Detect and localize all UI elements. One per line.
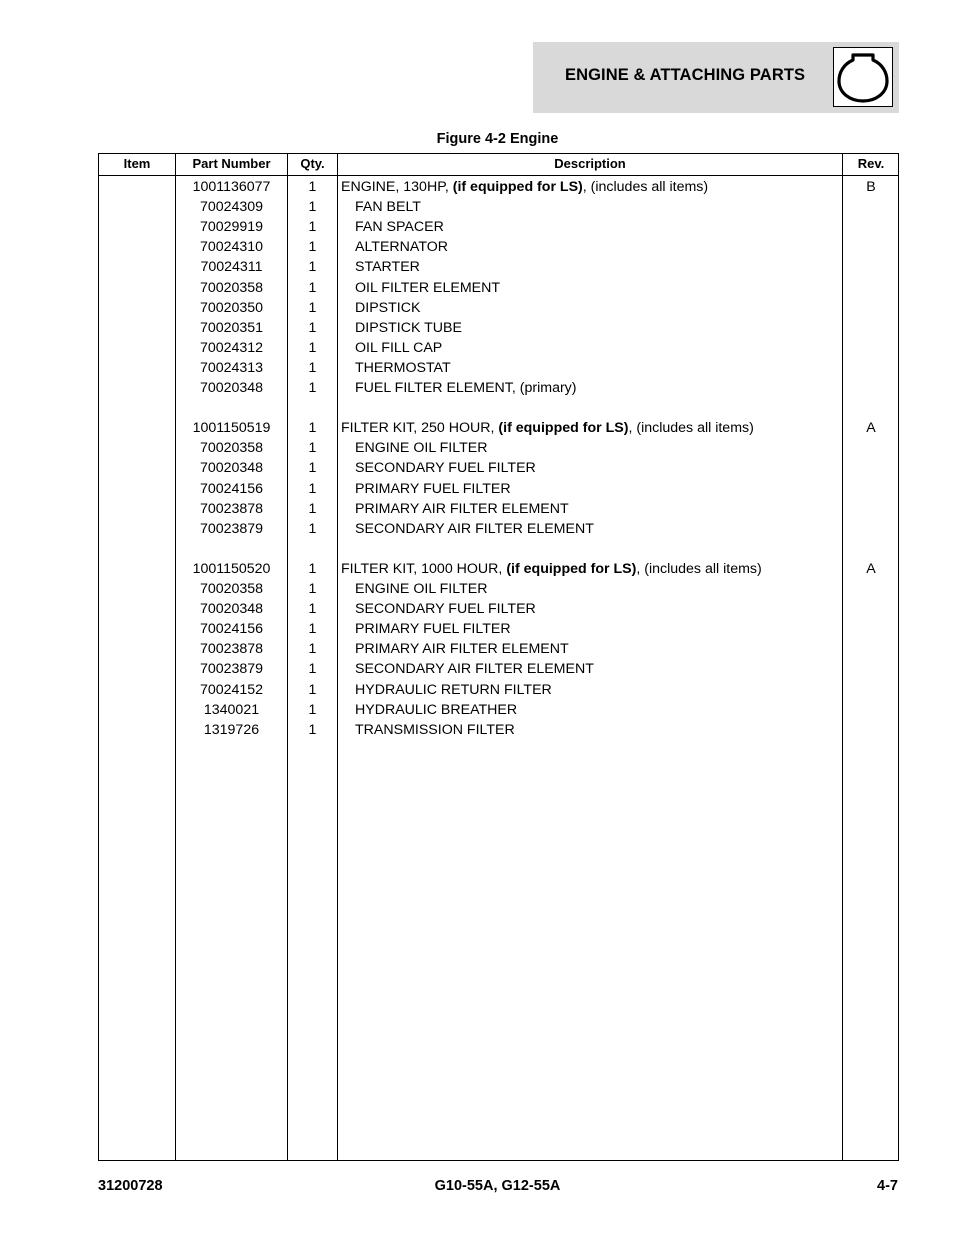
table-row <box>99 337 898 357</box>
description-cell <box>341 561 762 577</box>
description-cell <box>355 621 511 637</box>
description-text: SECONDARY FUEL FILTER <box>355 460 536 477</box>
description-text: SECONDARY AIR FILTER ELEMENT <box>355 520 594 537</box>
description-text: FAN SPACER <box>355 219 444 236</box>
part-number-cell: 70024152 <box>199 681 264 698</box>
description-text: FILTER KIT, 1000 HOUR, <box>341 560 507 577</box>
description-cell <box>355 521 594 537</box>
description-cell <box>355 641 569 657</box>
description-cell <box>355 219 444 235</box>
description-cell <box>341 420 754 436</box>
qty-cell: 1 <box>308 339 317 356</box>
description-text: FILTER KIT, 250 HOUR, <box>341 420 499 437</box>
part-number-cell: 1001150520 <box>192 560 271 577</box>
description-text: THERMOSTAT <box>355 359 451 376</box>
rev-cell: A <box>866 560 876 577</box>
qty-cell: 1 <box>308 681 317 698</box>
qty-cell: 1 <box>308 581 317 597</box>
part-number-cell: 1001150519 <box>192 420 271 437</box>
part-number-cell: 70029919 <box>199 219 264 236</box>
description-text: PRIMARY FUEL FILTER <box>355 621 511 638</box>
description-text: SECONDARY AIR FILTER ELEMENT <box>355 661 594 678</box>
table-row <box>99 558 898 578</box>
part-number-cell: 70024309 <box>199 199 264 216</box>
table-row <box>99 638 898 658</box>
section-header <box>533 42 899 113</box>
qty-cell: 1 <box>308 701 317 718</box>
qty-cell: 1 <box>308 500 317 517</box>
qty-cell: 1 <box>308 259 317 276</box>
table-row <box>99 196 898 216</box>
column-header-part-number: Part Number <box>192 156 271 171</box>
description-cell <box>355 501 569 517</box>
part-number-cell: 70023878 <box>199 500 264 517</box>
part-number-cell: 70024311 <box>200 259 263 276</box>
table-row <box>99 297 898 317</box>
table-row <box>99 598 898 618</box>
qty-cell: 1 <box>308 641 317 658</box>
description-text: ENGINE OIL FILTER <box>355 581 488 597</box>
description-cell <box>355 702 517 718</box>
description-suffix: , (includes all items) <box>582 179 709 195</box>
rev-cell: A <box>866 420 876 437</box>
description-cell <box>355 601 536 617</box>
table-row <box>99 317 898 337</box>
figure-title: Figure 4-2 Engine <box>436 131 559 147</box>
part-number-cell: 70020351 <box>199 319 264 336</box>
description-cell <box>355 280 500 296</box>
footer-doc-number: 31200728 <box>98 1178 163 1194</box>
description-text: TRANSMISSION FILTER <box>355 721 515 738</box>
part-number-cell: 70024310 <box>199 239 264 256</box>
column-header-qty: Qty. <box>300 156 325 171</box>
section-title: ENGINE & ATTACHING PARTS <box>565 66 806 84</box>
qty-cell: 1 <box>308 460 317 477</box>
table-row <box>99 498 898 518</box>
table-row <box>99 417 898 437</box>
description-text: FAN BELT <box>355 199 421 216</box>
part-number-cell: 70020348 <box>199 460 264 477</box>
parts-table <box>98 153 899 1161</box>
column-header-item: Item <box>123 156 151 171</box>
table-row <box>99 719 898 739</box>
part-number-cell: 1340021 <box>203 701 260 718</box>
description-text: DIPSTICK TUBE <box>355 319 462 336</box>
description-text: PRIMARY FUEL FILTER <box>355 480 511 497</box>
qty-cell: 1 <box>308 359 317 376</box>
description-cell <box>355 682 552 698</box>
qty-cell: 1 <box>308 520 317 537</box>
qty-cell: 1 <box>308 380 317 396</box>
table-row <box>99 256 898 276</box>
table-row <box>99 216 898 236</box>
description-text: OIL FILTER ELEMENT <box>355 279 501 296</box>
description-cell <box>355 440 487 456</box>
qty-cell: 1 <box>308 560 317 577</box>
engine-icon <box>833 47 893 107</box>
part-number-cell: 70024312 <box>199 339 264 356</box>
part-number-cell: 70020348 <box>199 380 264 396</box>
part-number-cell: 70020358 <box>199 279 264 296</box>
description-text: ALTERNATOR <box>355 239 449 256</box>
description-cell <box>355 481 511 497</box>
table-row <box>99 538 898 558</box>
table-row <box>99 457 898 477</box>
part-number-cell: 70023879 <box>199 520 264 537</box>
part-number-cell: 70024313 <box>199 359 264 376</box>
description-text: PRIMARY AIR FILTER ELEMENT <box>355 500 569 517</box>
description-cell <box>355 300 420 316</box>
part-number-cell: 1319726 <box>203 721 260 738</box>
description-cell <box>341 179 708 195</box>
qty-cell: 1 <box>308 440 317 457</box>
table-row <box>99 679 898 699</box>
qty-cell: 1 <box>308 420 317 437</box>
description-cell <box>355 239 448 255</box>
description-cell <box>355 340 442 356</box>
description-text: ENGINE, 130HP, <box>341 179 453 195</box>
table-row <box>99 658 898 678</box>
part-number-cell: 70024156 <box>199 480 264 497</box>
qty-cell: 1 <box>308 601 317 618</box>
table-row <box>99 357 898 377</box>
table-row <box>99 578 898 598</box>
table-row <box>99 236 898 256</box>
qty-cell: 1 <box>308 179 317 195</box>
table-row <box>99 478 898 498</box>
qty-cell: 1 <box>308 299 317 316</box>
description-cell <box>355 259 420 275</box>
qty-cell: 1 <box>308 279 317 296</box>
description-emphasis: (if equipped for LS) <box>506 560 637 577</box>
table-row <box>99 176 898 196</box>
qty-cell: 1 <box>308 219 317 236</box>
description-suffix: , (includes all items) <box>628 420 754 437</box>
description-text: SECONDARY FUEL FILTER <box>355 601 536 618</box>
part-number-cell: 70020358 <box>199 440 264 457</box>
qty-cell: 1 <box>308 199 317 216</box>
description-text: DIPSTICK <box>355 299 421 316</box>
table-row <box>99 518 898 538</box>
description-text: PRIMARY AIR FILTER ELEMENT <box>355 641 569 658</box>
description-cell <box>355 380 577 396</box>
table-row <box>99 699 898 719</box>
qty-cell: 1 <box>308 239 317 256</box>
qty-cell: 1 <box>308 721 317 738</box>
table-row <box>99 377 898 397</box>
column-header-rev: Rev. <box>857 156 885 171</box>
table-row <box>99 277 898 297</box>
description-text: OIL FILL CAP <box>355 339 443 356</box>
description-cell <box>355 581 487 597</box>
qty-cell: 1 <box>308 661 317 678</box>
description-text: HYDRAULIC RETURN FILTER <box>355 681 552 698</box>
description-cell <box>355 722 515 738</box>
description-emphasis: (if equipped for LS) <box>498 420 629 437</box>
part-number-cell: 70020348 <box>199 601 264 618</box>
qty-cell: 1 <box>308 480 317 497</box>
description-emphasis: (if equipped for LS) <box>452 179 583 195</box>
description-cell <box>355 199 421 215</box>
description-cell <box>355 320 462 336</box>
description-suffix: , (includes all items) <box>636 560 762 577</box>
description-cell <box>355 460 536 476</box>
part-number-cell: 70023878 <box>199 641 264 658</box>
part-number-cell: 1001136077 <box>192 179 271 195</box>
footer-models: G10-55A, G12-55A <box>434 1178 561 1194</box>
part-number-cell: 70024156 <box>199 621 264 638</box>
description-text: STARTER <box>355 259 420 276</box>
rev-cell: B <box>866 179 876 195</box>
table-row <box>99 618 898 638</box>
table-row <box>99 437 898 457</box>
description-cell <box>355 360 451 376</box>
footer-page-number: 4-7 <box>877 1178 898 1194</box>
part-number-cell: 70023879 <box>199 661 264 678</box>
qty-cell: 1 <box>308 621 317 638</box>
column-header-description: Description <box>554 156 626 171</box>
description-text: ENGINE OIL FILTER <box>355 440 488 457</box>
qty-cell: 1 <box>308 319 317 336</box>
part-number-cell: 70020358 <box>199 581 264 597</box>
part-number-cell: 70020350 <box>199 299 264 316</box>
description-text: FUEL FILTER ELEMENT, (primary) <box>355 380 577 396</box>
description-text: HYDRAULIC BREATHER <box>355 701 518 718</box>
table-row <box>99 397 898 417</box>
description-cell <box>355 661 594 677</box>
